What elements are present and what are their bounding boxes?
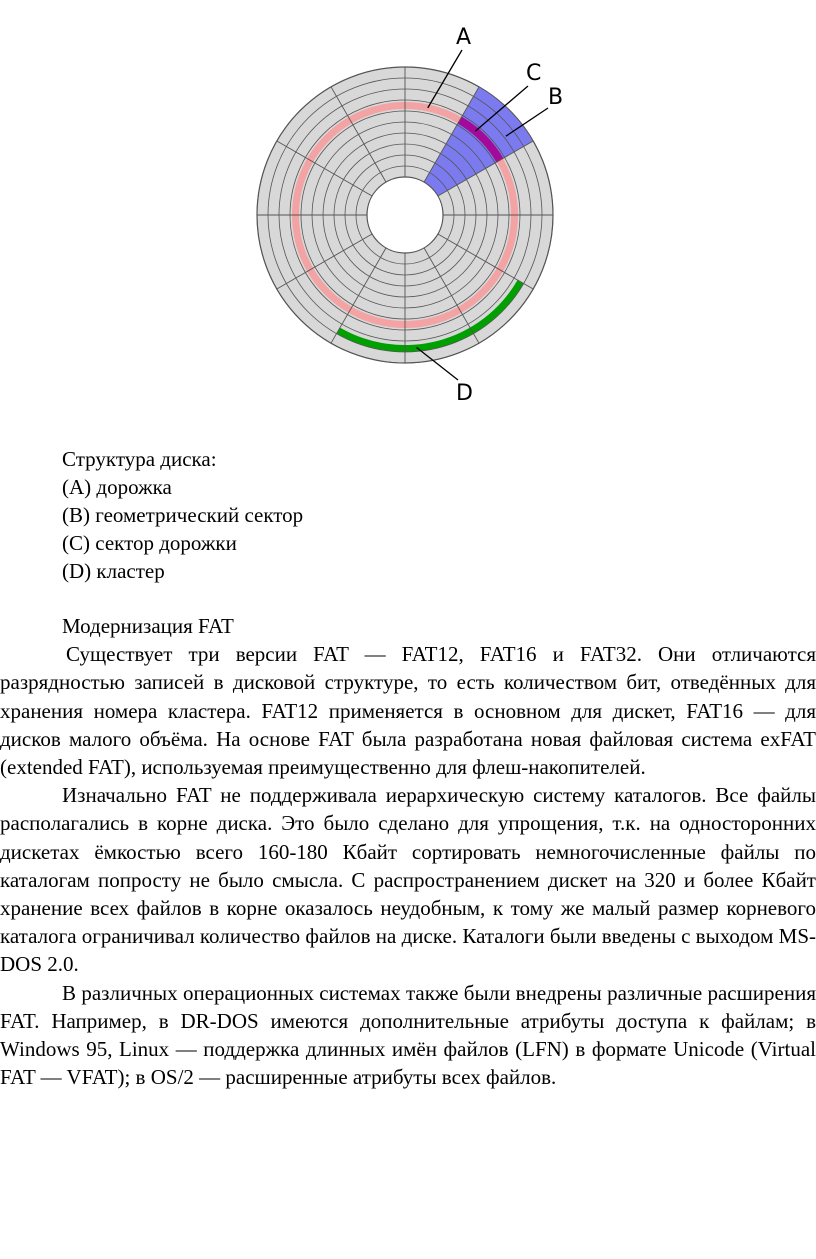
- label-c: C: [526, 61, 542, 86]
- figure-caption: [62, 445, 303, 585]
- caption-item-a: (A) дорожка: [62, 475, 172, 499]
- disk-svg: [250, 20, 570, 410]
- paragraph-versions: Существует три версии FAT — FAT12, FAT16 и FAT32. Они отличаются разрядностью записей в дисковой структуре, то есть количеством бит, отведённых для хранения номера кластера. FAT12 применяется в основном для дискет, FAT16 — для дисков малого объёма. На основе FAT была разработана новая файловая система exFAT (extended FAT), используемая преимущественно для флеш-накопителей.: [0, 642, 816, 780]
- spindle-hole: [367, 177, 443, 253]
- caption-title: Структура диска:: [62, 447, 217, 471]
- caption-item-b: (B) геометрический сектор: [62, 503, 304, 527]
- caption-item-c: (C) сектор дорожки: [62, 531, 237, 555]
- section-heading: Модернизация FAT: [62, 614, 234, 638]
- label-d: D: [456, 381, 473, 406]
- disk-drawing: [257, 50, 553, 380]
- article-body: [0, 612, 816, 1091]
- paragraph-extensions: В различных операционных системах также были внедрены различные расширения FAT. Например, в DR-DOS имеются дополнительные атрибуты доступа к файлам; в Windows 95, Linux — поддержка длинных имён файлов (LFN) в формате Unicode (Virtual FAT — VFAT); в OS/2 — расширенные атрибуты всех файлов.: [0, 980, 816, 1090]
- disk-structure-diagram: [250, 20, 570, 410]
- paragraph-directories: Изначально FAT не поддерживала иерархическую систему каталогов. Все файлы располагались в корне диска. Это было сделано для упрощения, т.к. на односторонних дискетах ёмкостью всего 160-180 Кбайт сортировать немногочисленные файлы по каталогам попросту не было смысла. С распространением дискет на 320 и более Кбайт хранение всех файлов в корне оказалось неудобным, к тому же малый размер корневого каталога ограничивал количество файлов на диске. Каталоги были введены с выходом MS-DOS 2.0.: [0, 783, 816, 977]
- label-b: B: [548, 85, 564, 110]
- label-a: A: [456, 25, 472, 50]
- caption-item-d: (D) кластер: [62, 559, 165, 583]
